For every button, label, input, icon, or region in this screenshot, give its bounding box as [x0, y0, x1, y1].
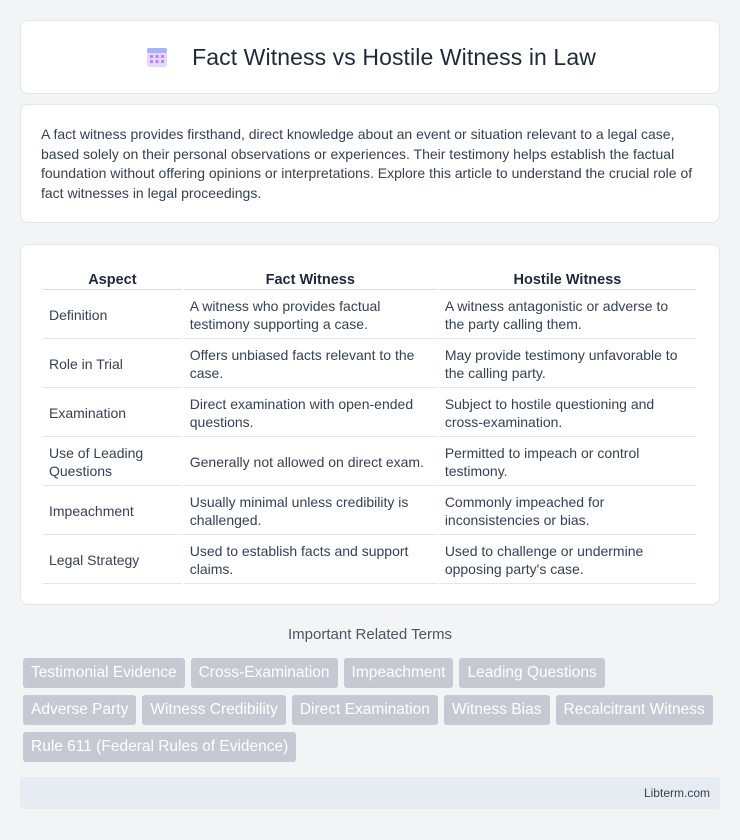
fact-witness-cell: Offers unbiased facts relevant to the case. — [184, 339, 437, 388]
aspect-cell: Impeachment — [43, 486, 182, 535]
comparison-table-card — [20, 244, 720, 605]
fact-witness-cell: A witness who provides factual testimony supporting a case. — [184, 290, 437, 339]
hostile-witness-cell: Commonly impeached for inconsistencies or bias. — [439, 486, 696, 535]
footer-site-link[interactable]: Libterm.com — [643, 786, 710, 800]
fact-witness-cell: Usually minimal unless credibility is challenged. — [184, 486, 437, 535]
tag-leading-questions[interactable]: Leading Questions — [459, 658, 604, 688]
tag-cross-examination[interactable]: Cross-Examination — [191, 658, 338, 688]
table-row — [43, 290, 696, 339]
hostile-witness-cell: A witness antagonistic or adverse to the party calling them. — [439, 290, 696, 339]
related-terms-title: Important Related Terms — [288, 626, 452, 643]
aspect-cell: Use of Leading Questions — [43, 437, 182, 486]
footer — [20, 777, 720, 809]
header-card — [20, 20, 720, 94]
related-terms-tags — [23, 658, 723, 762]
fact-witness-cell: Generally not allowed on direct exam. — [184, 437, 437, 486]
column-header-hostile-witness: Hostile Witness — [439, 264, 696, 290]
fact-witness-cell: Direct examination with open-ended questions. — [184, 388, 437, 437]
tag-adverse-party[interactable]: Adverse Party — [23, 695, 136, 725]
intro-card — [20, 104, 720, 223]
page-title: Fact Witness vs Hostile Witness in Law — [192, 43, 596, 70]
tag-impeachment[interactable]: Impeachment — [344, 658, 454, 688]
table-row — [43, 486, 696, 535]
tag-witness-credibility[interactable]: Witness Credibility — [142, 695, 285, 725]
hostile-witness-cell: May provide testimony unfavorable to the calling party. — [439, 339, 696, 388]
tag-witness-bias[interactable]: Witness Bias — [444, 695, 550, 725]
hostile-witness-cell: Subject to hostile questioning and cross-examination. — [439, 388, 696, 437]
fact-witness-cell: Used to establish facts and support claims. — [184, 535, 437, 584]
hostile-witness-cell: Permitted to impeach or control testimony. — [439, 437, 696, 486]
calendar-grid-icon — [144, 44, 170, 70]
comparison-table — [41, 264, 698, 584]
table-row — [43, 388, 696, 437]
table-header-row — [43, 264, 696, 290]
tag-testimonial-evidence[interactable]: Testimonial Evidence — [23, 658, 185, 688]
tag-rule-611[interactable]: Rule 611 (Federal Rules of Evidence) — [23, 732, 296, 762]
title-wrap — [144, 44, 596, 71]
intro-text: A fact witness provides firsthand, direct knowledge about an event or situation relevant to a legal case, based solely on their personal observations or experiences. Their testimony helps establish the factual foundation without offering opinions or interpretations. Explore this article to understand the crucial role of fact witnesses in legal proceedings. — [41, 126, 693, 201]
tag-recalcitrant-witness[interactable]: Recalcitrant Witness — [556, 695, 713, 725]
aspect-cell: Definition — [43, 290, 182, 339]
aspect-cell: Legal Strategy — [43, 535, 182, 584]
aspect-cell: Examination — [43, 388, 182, 437]
tag-direct-examination[interactable]: Direct Examination — [292, 695, 438, 725]
table-row — [43, 437, 696, 486]
hostile-witness-cell: Used to challenge or undermine opposing party's case. — [439, 535, 696, 584]
table-row — [43, 535, 696, 584]
aspect-cell: Role in Trial — [43, 339, 182, 388]
table-row — [43, 339, 696, 388]
column-header-fact-witness: Fact Witness — [184, 264, 437, 290]
column-header-aspect: Aspect — [43, 264, 182, 290]
